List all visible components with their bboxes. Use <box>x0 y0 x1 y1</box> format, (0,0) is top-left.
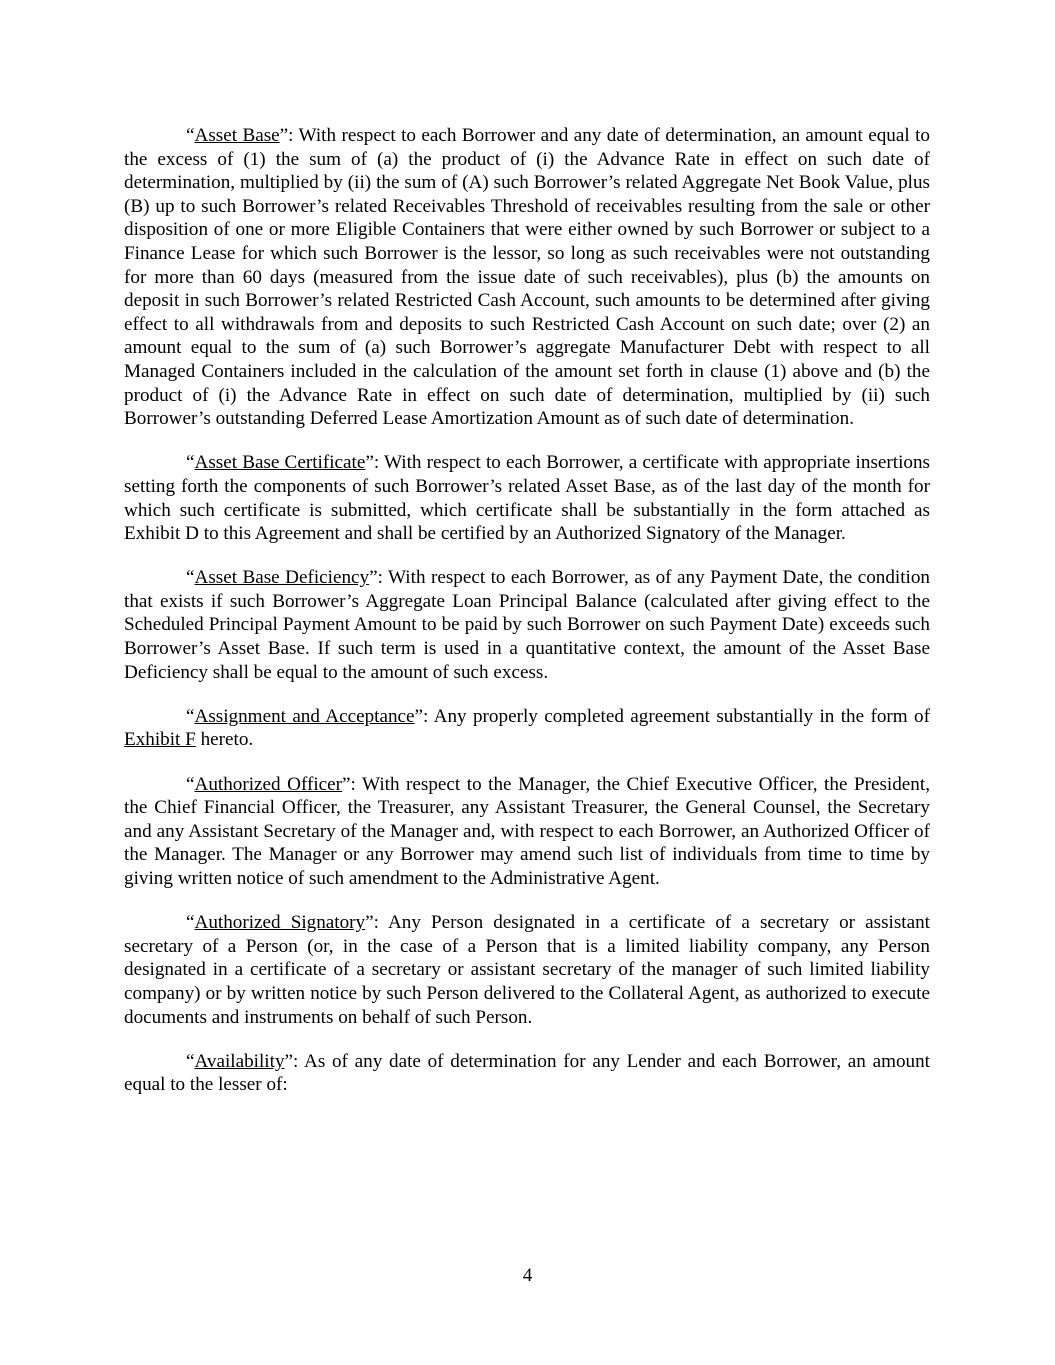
exhibit-reference: Exhibit F <box>124 729 196 751</box>
open-quote: “ <box>186 125 195 146</box>
defined-term: Authorized Officer <box>194 773 343 795</box>
open-quote: “ <box>186 705 195 727</box>
definition-asset-base-deficiency <box>124 566 930 684</box>
defined-term: Availability <box>194 1050 285 1072</box>
defined-term: Asset Base Deficiency <box>194 567 370 589</box>
definition-authorized-signatory <box>124 911 930 1029</box>
definition-availability <box>124 1050 930 1097</box>
definition-asset-base-certificate <box>124 451 930 545</box>
open-quote: “ <box>186 773 195 795</box>
defined-term: Authorized Signatory <box>194 912 366 934</box>
definition-text: ”: Any properly completed agreement substantially in the form of <box>414 705 930 727</box>
open-quote: “ <box>186 912 195 934</box>
open-quote: “ <box>186 567 195 589</box>
open-quote: “ <box>186 1050 195 1072</box>
definition-text: ”: As of any date of determination for any Lender and each Borrower, an amount equal to the lesser of: <box>124 1050 930 1096</box>
document-page <box>124 124 930 1118</box>
open-quote: “ <box>186 452 195 474</box>
definition-text: ”: With respect to each Borrower, as of any Payment Date, the condition that exists if such Borrower’s Aggregate Loan Principal Balance (calculated after giving effect to the Scheduled Principal Payment Amount to be paid by such Borrower on such Payment Date) exceeds such Borrower’s Asset Base. If such term is used in a quantitative context, the amount of the Asset Base Deficiency shall be equal to the amount of such excess. <box>124 567 930 683</box>
definition-text-end: hereto. <box>195 729 254 751</box>
definition-text: ”: Any Person designated in a certificate of a secretary or assistant secretary of a Person (or, in the case of a Person that is a limited liability company, any Person designated in a certificate of a secretary or assistant secretary of the manager of such limited liability company) or by written notice by such Person delivered to the Collateral Agent, as authorized to execute documents and instruments on behalf of such Person. <box>124 912 930 1028</box>
definition-assignment-and-acceptance <box>124 705 930 752</box>
defined-term: Asset Base Certificate <box>194 452 366 474</box>
page-number: 4 <box>522 1265 533 1286</box>
definition-text: ”: With respect to each Borrower and any date of determination, an amount equal to the excess of (1) the sum of (a) the product of (i) the Advance Rate in effect on such date of determination, multiplied by (ii) the sum of (A) such Borrower’s related Aggregate Net Book Value, plus (B) up to such Borrower’s related Receivables Threshold of receivables resulting from the sale or other disposition of one or more Eligible Containers that were either owned by such Borrower or subject to a Finance Lease for which such Borrower is the lessor, so long as such receivables were not outstanding for more than 60 days (measured from the issue date of such receivables), plus (b) the amounts on deposit in such Borrower’s related Restricted Cash Account, such amounts to be determined after giving effect to all withdrawals from and deposits to such Restricted Cash Account on such date; over (2) an amount equal to the sum of (a) such Borrower’s aggregate Manufacturer Debt with respect to all Managed Containers included in the calculation of the amount set forth in clause (1) above and (b) the product of (i) the Advance Rate in effect on such date of determination, multiplied by (ii) such Borrower’s outstanding Deferred Lease Amortization Amount as of such date of determination. <box>124 125 930 430</box>
definition-authorized-officer <box>124 773 930 891</box>
definition-text: ”: With respect to the Manager, the Chief Executive Officer, the President, the Chief Financial Officer, the Treasurer, any Assistant Treasurer, the General Counsel, the Secretary and any Assistant Secretary of the Manager and, with respect to each Borrower, an Authorized Officer of the Manager. The Manager or any Borrower may amend such list of individuals from time to time by giving written notice of such amendment to the Administrative Agent. <box>124 773 930 889</box>
definition-text: ”: With respect to each Borrower, a certificate with appropriate insertions setting forth the components of such Borrower’s related Asset Base, as of the last day of the month for which such certificate is submitted, which certificate shall be substantially in the form attached as Exhibit D to this Agreement and shall be certified by an Authorized Signatory of the Manager. <box>124 452 930 545</box>
defined-term: Assignment and Acceptance <box>194 705 415 727</box>
defined-term: Asset Base <box>194 125 280 146</box>
definition-asset-base <box>124 124 930 431</box>
